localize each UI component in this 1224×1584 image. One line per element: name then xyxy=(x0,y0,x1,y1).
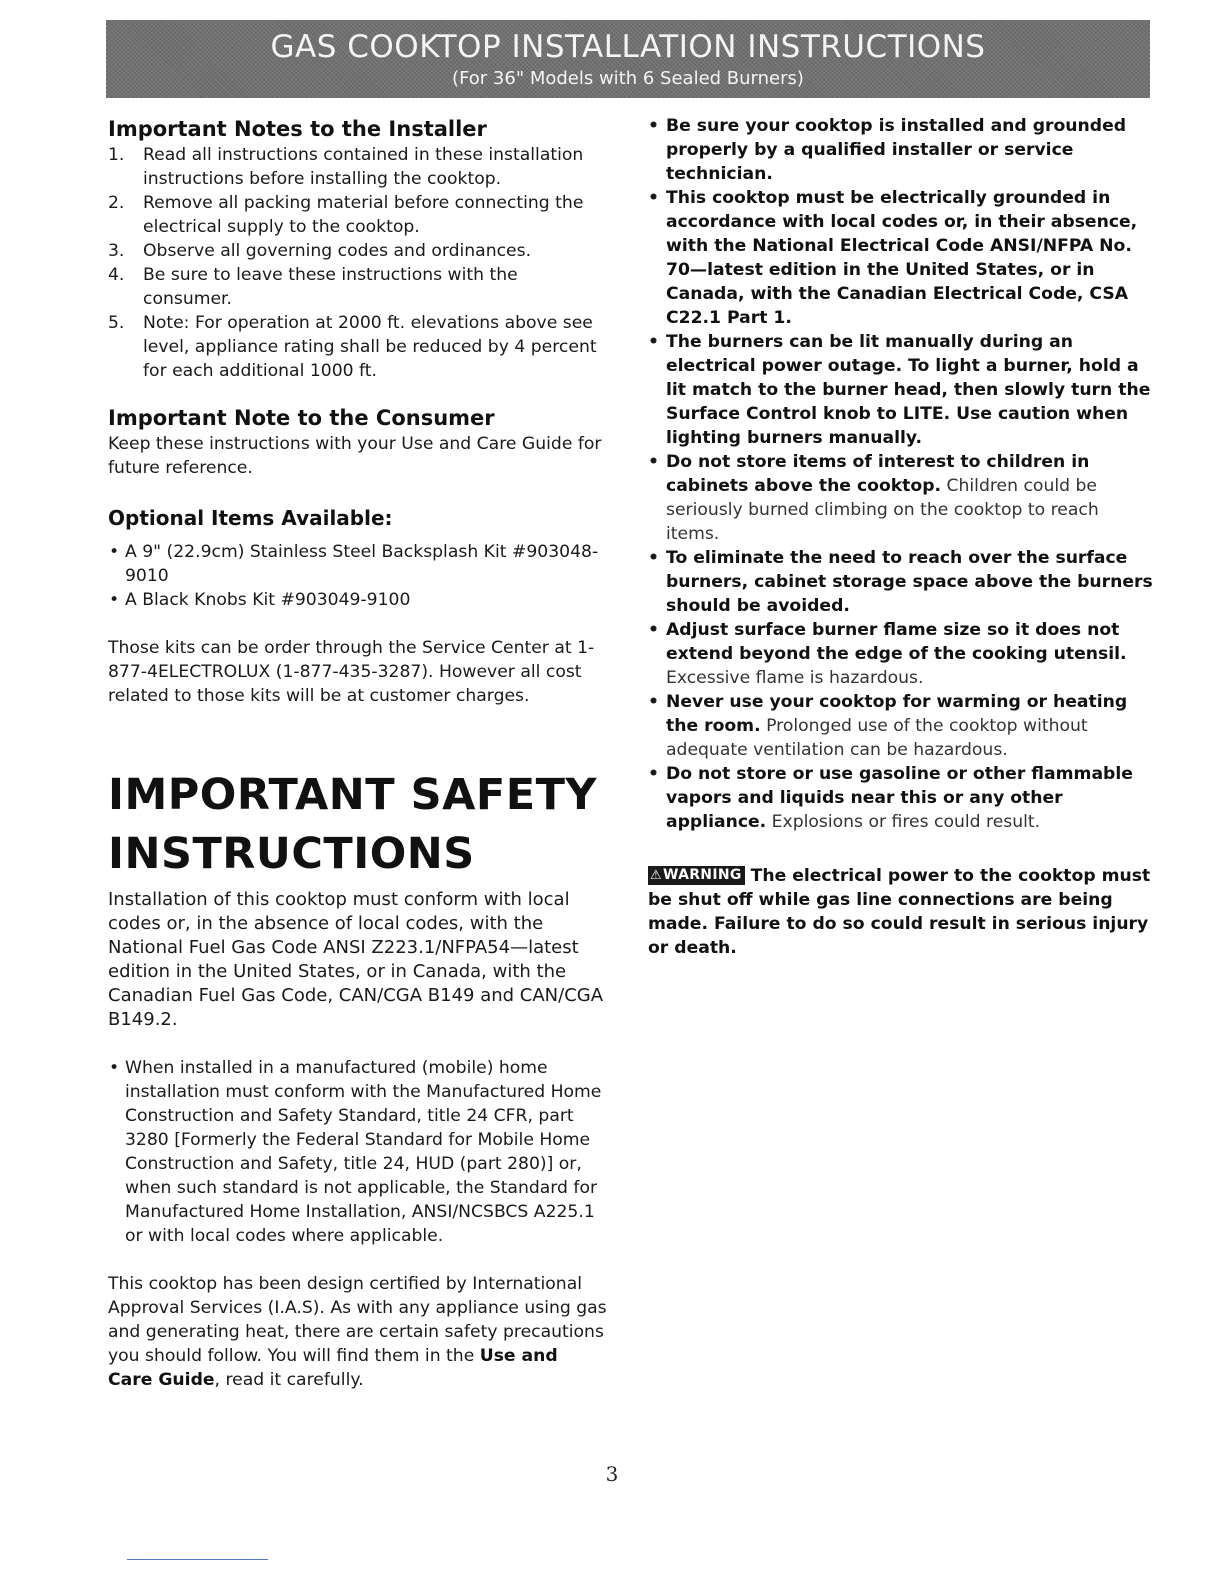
safety-bullets xyxy=(648,114,1153,834)
list-item: • Adjust surface burner flame size so it does not extend beyond the edge of the cooking utensil. Excessive flame is hazardous. xyxy=(648,620,1127,688)
optional-items-note: Those kits can be order through the Service Center at 1-877-4ELECTROLUX (1-877-435-3287). However all cost related to those kits will be at customer charges. xyxy=(108,638,595,706)
list-item: 4. Be sure to leave these instructions with the consumer. xyxy=(108,265,518,309)
consumer-note-text: Keep these instructions with your Use and Care Guide for future reference. xyxy=(108,434,602,478)
list-item: • When installed in a manufactured (mobile) home installation must conform with the Manufactured Home Construction and Safety Standard, title 24 CFR, part 3280 [Formerly the Federal Standard for Mobile Home Construction and Safety, title 24, HUD (part 280)] or, when such standard is not applicable, the Standard for Manufactured Home Installation, ANSI/NCSBCS A225.1 or with local codes where applicable. xyxy=(109,1058,602,1246)
list-item: • The burners can be lit manually during an electrical power outage. To light a burner, hold a lit match to the burner head, then slowly turn the Surface Control knob to LITE. Use caution when lighting burners manually. xyxy=(648,332,1151,448)
document-subtitle: (For 36" Models with 6 Sealed Burners) xyxy=(452,68,804,89)
safety-heading xyxy=(108,766,608,884)
warning-triangle-icon: ⚠ xyxy=(650,868,662,883)
list-item: • Do not store items of interest to children in cabinets above the cooktop. Children could be seriously burned climbing on the cooktop to reach items. xyxy=(648,452,1099,544)
list-item: 2. Remove all packing material before connecting the electrical supply to the cooktop. xyxy=(108,193,584,237)
list-item: • Do not store or use gasoline or other flammable vapors and liquids near this or any other appliance. Explosions or fires could result. xyxy=(648,764,1133,832)
mobile-home-list xyxy=(108,1056,608,1248)
consumer-note-heading: Important Note to the Consumer xyxy=(108,406,495,430)
list-item: 1. Read all instructions contained in these installation instructions before installing the cooktop. xyxy=(108,145,584,189)
list-item: • Be sure your cooktop is installed and grounded properly by a qualified installer or service technician. xyxy=(648,116,1127,184)
list-item: • This cooktop must be electrically grounded in accordance with local codes or, in their absence, with the National Electrical Code ANSI/NFPA No. 70—latest edition in the United States, or in Canada, with the Canadian Electrical Code, CSA C22.1 Part 1. xyxy=(648,188,1138,328)
optional-items-list xyxy=(108,540,608,612)
document-title: GAS COOKTOP INSTALLATION INSTRUCTIONS xyxy=(270,29,986,65)
list-item: • Never use your cooktop for warming or heating the room. Prolonged use of the cooktop without adequate ventilation can be hazardous. xyxy=(648,692,1128,760)
footer-rule xyxy=(127,1559,268,1560)
right-column xyxy=(648,114,1153,960)
use-care-guide-ref: Use and Care Guide xyxy=(108,1346,558,1390)
list-item: • A 9" (22.9cm) Stainless Steel Backsplash Kit #903048-9010 xyxy=(109,542,599,586)
list-item: 3. Observe all governing codes and ordinances. xyxy=(108,241,532,261)
certification-text: This cooktop has been design certified by International Approval Services (I.A.S). As with any appliance using gas and generating heat, there are certain safety precautions you should follow. You will find them in the Use and Care Guide, read it carefully. xyxy=(108,1274,607,1390)
optional-items-heading: Optional Items Available: xyxy=(108,506,393,530)
list-item: 5. Note: For operation at 2000 ft. elevations above see level, appliance rating shall be reduced by 4 percent for each additional 1000 ft. xyxy=(108,313,597,381)
safety-heading-line2: INSTRUCTIONS xyxy=(108,829,475,879)
title-banner xyxy=(106,20,1150,98)
list-item: • To eliminate the need to reach over the surface burners, cabinet storage space above the burners should be avoided. xyxy=(648,548,1153,616)
warning-badge: ⚠WARNING xyxy=(648,866,745,885)
warning-text: The electrical power to the cooktop must be shut off while gas line connections are being made. Failure to do so could result in serious injury or death. xyxy=(648,866,1151,958)
installer-notes-heading: Important Notes to the Installer xyxy=(108,117,487,141)
warning-block xyxy=(648,864,1153,960)
page-number: 3 xyxy=(605,1462,619,1486)
safety-intro: Installation of this cooktop must conform with local codes or, in the absence of local codes, with the National Fuel Gas Code ANSI Z223.1/NFPA54—latest edition in the United States, or in Canada, with the Canadian Fuel Gas Code, CAN/CGA B149 and CAN/CGA B149.2. xyxy=(108,889,604,1030)
safety-heading-line1: IMPORTANT SAFETY xyxy=(108,770,598,820)
list-item: • A Black Knobs Kit #903049-9100 xyxy=(109,590,411,610)
installer-notes-list xyxy=(108,143,608,383)
left-column xyxy=(108,114,608,1392)
